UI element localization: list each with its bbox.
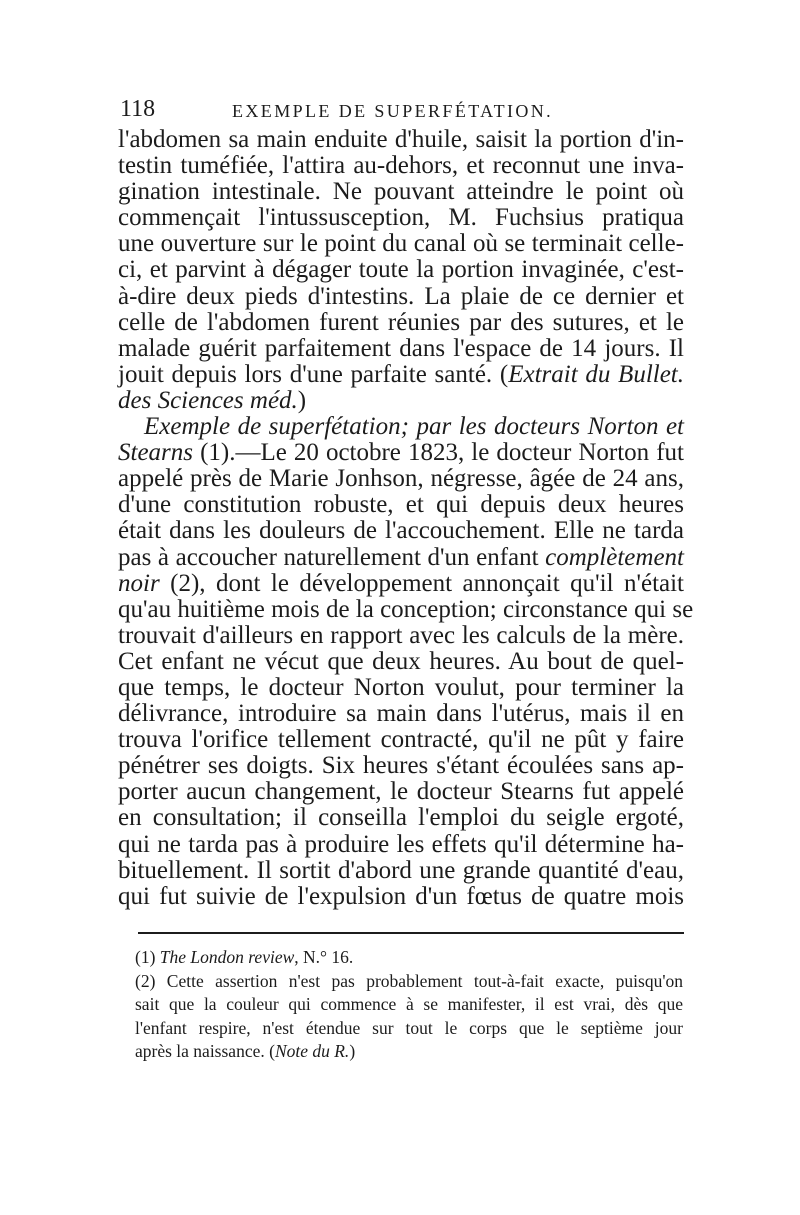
text-line: malade guérit parfaitement dans l'espace de 14 jours. Il	[118, 334, 684, 362]
footnote-1-rest: , N.° 16.	[294, 947, 354, 967]
footnote-2-line: l'enfant respire, n'est étendue sur tout le corps que le septième jour	[135, 1017, 683, 1038]
section-title-line	[118, 414, 684, 440]
text-line: qu'au huitième mois de la conception; circonstance qui se	[118, 595, 694, 623]
footnote-ref-1: (1).	[200, 439, 236, 467]
text-line: que temps, le docteur Norton voulut, pour terminer la	[118, 673, 684, 701]
text-line: testin tuméfiée, l'attira au-dehors, et reconnut une inva-	[118, 152, 684, 180]
citation-journal: des Sciences méd.	[118, 386, 298, 414]
footnote-1-title: The London review	[159, 947, 295, 967]
section-lead-line	[118, 440, 684, 466]
text-line: en consultation; il conseilla l'emploi du seigle ergoté,	[118, 804, 684, 832]
text-line: porter aucun changement, le docteur Stearns fut appelé	[118, 778, 684, 806]
text-line: pénétrer ses doigts. Six heures s'étant écoulées sans ap-	[118, 752, 684, 780]
text-line: Cet enfant ne vécut que deux heures. Au bout de quel-	[118, 647, 684, 675]
text-line-with-emphasis	[118, 571, 684, 597]
citation-source: Extrait du Bullet.	[508, 360, 684, 388]
text-line: appelé près de Marie Jonhson, négresse, âgée de 24 ans,	[118, 465, 684, 493]
footnote-ref-2: (2)	[170, 569, 200, 597]
text-line: délivrance, introduire sa main dans l'utérus, mais il en	[118, 700, 684, 728]
text-line: qui fut suivie de l'expulsion d'un fœtus de quatre mois	[118, 882, 684, 910]
text-line: une ouverture sur le point du canal où se terminait celle-	[118, 230, 684, 258]
emphasis-completement: complètement	[545, 543, 684, 571]
text-line: ci, et parvint à dégager toute la portion invaginée, c'est-	[118, 256, 684, 284]
footnotes	[135, 946, 683, 1064]
text-line: gination intestinale. Ne pouvant atteindre le point où	[118, 178, 684, 206]
text-line: trouva l'orifice tellement contracté, qu'il ne pût y faire	[118, 726, 684, 754]
section-title-authors: Stearns	[118, 439, 193, 467]
text-line: était dans les douleurs de l'accouchement. Elle ne tarda	[118, 517, 684, 545]
text-fragment: )	[349, 1041, 356, 1061]
section-lead: —Le 20 octobre 1823, le docteur Norton fut	[235, 439, 685, 467]
text-line: d'une constitution robuste, et qui depuis deux heures	[118, 491, 684, 519]
text-line-citation-end: des Sciences méd.)	[118, 386, 307, 414]
section-title: Exemple de superfétation; par les docteurs Norton et	[144, 413, 684, 441]
text-line: trouvait d'ailleurs en rapport avec les calculs de la mère.	[118, 621, 684, 649]
text-line-with-citation	[118, 362, 684, 388]
footnote-2-line: (2) Cette assertion n'est pas probablement tout-à-fait exacte, puisqu'on	[135, 970, 683, 991]
text-line: bituellement. Il sortit d'abord une grande quantité d'eau,	[118, 856, 684, 884]
footnote-1-mark: (1)	[135, 947, 156, 967]
footnote-2-line: sait que la couleur qui commence à se manifester, il est vrai, dès que	[135, 994, 683, 1014]
text-line: celle de l'abdomen furent réunies par des sutures, et le	[118, 308, 684, 336]
footnote-1	[135, 946, 683, 970]
text-fragment: , dont le développement annonçait qu'il n'était	[199, 569, 685, 597]
footnote-2-note: Note du R.	[274, 1041, 350, 1061]
text-line: commençait l'intussusception, M. Fuchsius pratiqua	[118, 204, 684, 232]
text-fragment: pas à accoucher naturellement d'un enfant	[118, 543, 546, 571]
text-line-with-emphasis	[118, 545, 684, 571]
footnote-divider	[138, 932, 684, 934]
body-text	[118, 126, 694, 910]
emphasis-noir: noir	[118, 569, 160, 597]
text-line: à-dire deux pieds d'intestins. La plaie de ce dernier et	[118, 282, 684, 310]
text-fragment: jouit depuis lors d'une parfaite santé. (	[118, 360, 509, 388]
text-fragment: après la naissance. (	[135, 1041, 275, 1061]
text-line: qui ne tarda pas à produire les effets qu'il détermine ha-	[118, 830, 684, 858]
footnote-2-last-line	[135, 1040, 683, 1064]
page-number: 118	[120, 96, 156, 122]
text-line: l'abdomen sa main enduite d'huile, saisit la portion d'in-	[118, 126, 684, 153]
running-title: EXEMPLE DE SUPERFÉTATION.	[232, 101, 554, 121]
